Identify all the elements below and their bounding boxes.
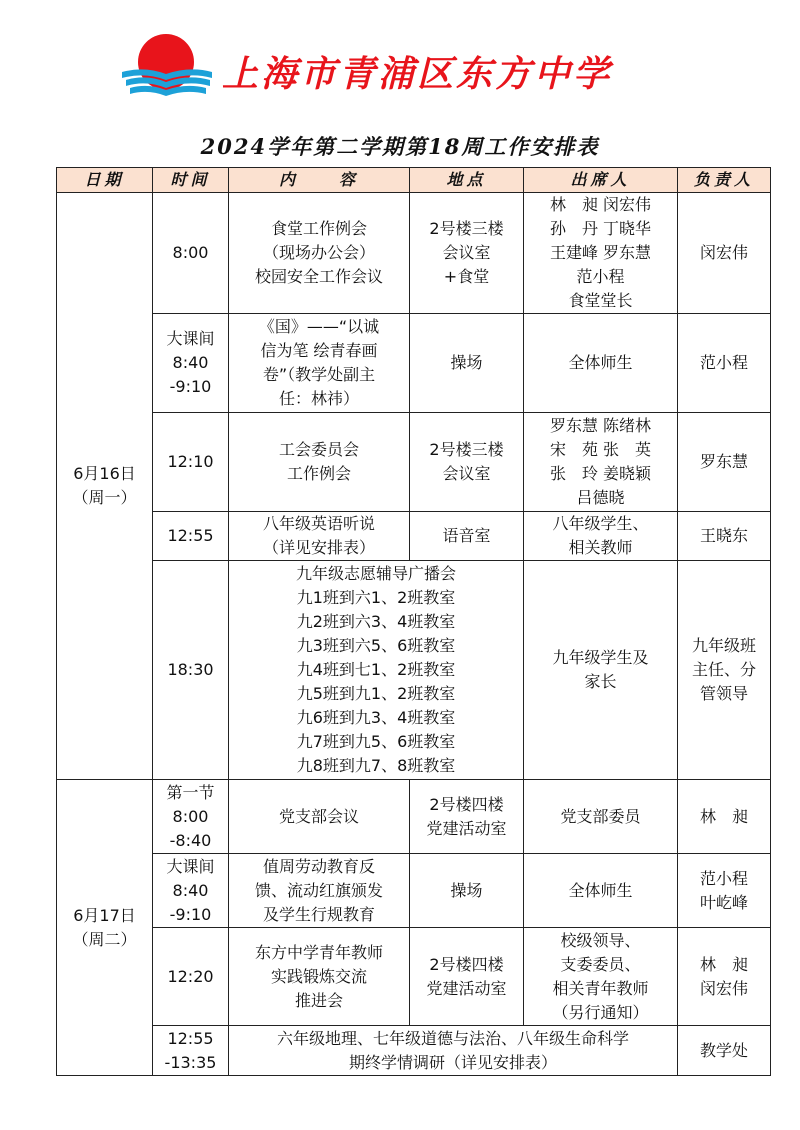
attendees-cell xyxy=(524,780,678,854)
time-cell xyxy=(153,854,229,928)
lead-cell-line: 闵宏伟 xyxy=(699,243,748,262)
content-cell xyxy=(229,413,410,512)
place-cell xyxy=(410,193,524,314)
column-header-attendees: 出席人 xyxy=(524,168,678,193)
content-cell-line: 期终学情调研（详见安排表） xyxy=(348,1052,557,1072)
place-cell-line: 2号楼三楼 xyxy=(429,219,504,238)
time-cell xyxy=(153,780,229,854)
lead-cell-line: 教学处 xyxy=(699,1040,748,1060)
content-cell-line: 值周劳动教育反 xyxy=(262,856,375,876)
lead-cell-line: 林 昶 xyxy=(699,806,748,826)
lead-cell-line: 王晓东 xyxy=(699,526,748,545)
time-cell-line: 8:00 xyxy=(172,806,209,826)
time-cell-line: 12:55 xyxy=(167,1028,214,1048)
place-cell xyxy=(410,314,524,413)
time-cell xyxy=(153,193,229,314)
place-cell xyxy=(410,780,524,854)
content-cell-line: 九2班到六3、4班教室 xyxy=(296,612,456,631)
time-cell-line: 12:55 xyxy=(167,526,214,545)
column-header-content: 内 容 xyxy=(229,168,410,193)
attendees-cell-line: （另行通知） xyxy=(552,1002,649,1022)
place-cell xyxy=(410,928,524,1026)
attendees-cell-line: 相关青年教师 xyxy=(552,978,649,998)
content-cell xyxy=(229,193,410,314)
lead-cell xyxy=(678,512,771,561)
table-row xyxy=(57,780,771,854)
content-cell-line: 实践锻炼交流 xyxy=(270,966,367,986)
content-cell xyxy=(229,512,410,561)
date-cell xyxy=(57,193,153,780)
place-cell xyxy=(410,854,524,928)
time-cell-line: 8:40 xyxy=(172,353,209,372)
content-cell-line: 食堂工作例会 xyxy=(270,219,367,238)
content-cell-line: 九7班到九5、6班教室 xyxy=(296,732,456,751)
time-cell-line: -9:10 xyxy=(169,904,212,924)
time-cell-line: 18:30 xyxy=(167,660,214,679)
lead-cell-line: 叶屹峰 xyxy=(699,892,748,912)
column-header-place: 地点 xyxy=(410,168,524,193)
time-cell-line: 8:00 xyxy=(172,243,209,262)
column-header-lead: 负责人 xyxy=(678,168,771,193)
place-cell-line: 党建活动室 xyxy=(426,978,507,998)
place-cell-line: 党建活动室 xyxy=(426,818,507,838)
place-cell-line: +食堂 xyxy=(443,267,490,286)
attendees-cell-line: 孙 丹 丁晓华 xyxy=(549,219,652,238)
attendees-cell xyxy=(524,314,678,413)
content-cell-line: 九年级志愿辅导广播会 xyxy=(295,564,456,583)
table-row xyxy=(57,413,771,512)
time-cell-line: 12:20 xyxy=(167,966,214,986)
lead-cell-line: 罗东慧 xyxy=(699,452,748,471)
attendees-cell-line: 校级领导、 xyxy=(560,930,641,950)
content-cell xyxy=(229,928,410,1026)
attendees-cell-line: 家长 xyxy=(584,672,617,691)
content-cell-line: 九5班到九1、2班教室 xyxy=(296,684,456,703)
content-cell xyxy=(229,561,524,780)
attendees-cell-line: 罗东慧 陈绪林 xyxy=(549,416,652,435)
table-row xyxy=(57,193,771,314)
attendees-cell-line: 范小程 xyxy=(576,267,625,286)
lead-cell-line: 范小程 xyxy=(699,868,748,888)
attendees-cell-line: 党支部委员 xyxy=(560,806,641,826)
content-cell xyxy=(229,314,410,413)
column-header-time: 时间 xyxy=(153,168,229,193)
table-row xyxy=(57,928,771,1026)
time-cell-line: -13:35 xyxy=(164,1052,217,1072)
attendees-cell-line: 八年级学生、 xyxy=(552,514,649,533)
time-cell xyxy=(153,928,229,1026)
place-cell-line: 语音室 xyxy=(442,526,491,545)
lead-cell xyxy=(678,780,771,854)
schedule-table xyxy=(56,167,771,1076)
attendees-cell xyxy=(524,413,678,512)
header-row xyxy=(57,168,771,193)
lead-cell-line: 九年级班 xyxy=(691,636,756,655)
schedule-body xyxy=(57,193,771,1076)
lead-cell-line: 闵宏伟 xyxy=(699,978,748,998)
content-cell-line: 《国》——“以诚 xyxy=(258,317,380,336)
lead-cell xyxy=(678,193,771,314)
place-cell-line: 2号楼四楼 xyxy=(429,954,504,974)
attendees-cell xyxy=(524,561,678,780)
attendees-cell-line: 全体师生 xyxy=(568,353,633,372)
lead-cell xyxy=(678,413,771,512)
content-cell-line: 九8班到九7、8班教室 xyxy=(296,756,456,775)
lead-cell xyxy=(678,561,771,780)
attendees-cell xyxy=(524,928,678,1026)
content-cell xyxy=(229,1026,678,1076)
lead-cell xyxy=(678,314,771,413)
content-cell-line: 推进会 xyxy=(294,990,343,1010)
attendees-cell-line: 支委委员、 xyxy=(560,954,641,974)
attendees-cell-line: 食堂堂长 xyxy=(568,291,633,310)
place-cell xyxy=(410,413,524,512)
attendees-cell xyxy=(524,512,678,561)
time-cell-line: -9:10 xyxy=(169,377,212,396)
time-cell-line: 第一节 xyxy=(166,782,215,802)
attendees-cell xyxy=(524,193,678,314)
content-cell-line: 东方中学青年教师 xyxy=(254,942,383,962)
lead-cell xyxy=(678,928,771,1026)
content-cell-line: （现场办公会） xyxy=(262,243,375,262)
attendees-cell-line: 林 昶 闵宏伟 xyxy=(549,195,652,214)
content-cell-line: 九1班到六1、2班教室 xyxy=(296,588,456,607)
content-cell-line: 馈、流动红旗颁发 xyxy=(254,880,383,900)
lead-cell-line: 林 昶 xyxy=(699,954,748,974)
date-label: 6月16日 xyxy=(73,464,136,483)
attendees-cell-line: 相关教师 xyxy=(568,538,633,557)
table-row xyxy=(57,561,771,780)
table-row xyxy=(57,512,771,561)
place-cell-line: 会议室 xyxy=(442,464,491,483)
schedule-title: 2024学年第二学期第18周工作安排表 xyxy=(200,134,600,159)
content-cell-line: 任：林祎） xyxy=(278,389,359,408)
content-cell-line: 党支部会议 xyxy=(278,806,359,826)
lead-cell-line: 管领导 xyxy=(699,684,748,703)
content-cell-line: 卷”（教学处副主 xyxy=(262,365,376,384)
school-name: 上海市青浦区东方中学 xyxy=(222,53,613,95)
place-cell-line: 操场 xyxy=(450,353,483,372)
content-cell xyxy=(229,780,410,854)
table-row xyxy=(57,854,771,928)
content-cell-line: 九4班到七1、2班教室 xyxy=(296,660,456,679)
time-cell xyxy=(153,314,229,413)
content-cell-line: 六年级地理、七年级道德与法治、八年级生命科学 xyxy=(276,1028,629,1048)
time-cell xyxy=(153,1026,229,1076)
weekday-label: （周二） xyxy=(72,929,137,949)
place-cell-line: 2号楼三楼 xyxy=(429,440,504,459)
attendees-cell xyxy=(524,854,678,928)
content-cell-line: 九3班到六5、6班教室 xyxy=(296,636,456,655)
time-cell-line: 8:40 xyxy=(172,880,209,900)
time-cell-line: 大课间 xyxy=(166,856,215,876)
content-cell xyxy=(229,854,410,928)
attendees-cell-line: 九年级学生及 xyxy=(552,648,649,667)
content-cell-line: 九6班到九3、4班教室 xyxy=(296,708,456,727)
attendees-cell-line: 张 玲 姜晓颖 xyxy=(549,464,652,483)
lead-cell xyxy=(678,1026,771,1076)
time-cell-line: 大课间 xyxy=(166,329,215,348)
place-cell-line: 2号楼四楼 xyxy=(429,794,504,814)
lead-cell xyxy=(678,854,771,928)
column-header-date: 日期 xyxy=(57,168,153,193)
attendees-cell-line: 吕德晓 xyxy=(576,488,625,507)
attendees-cell-line: 王建峰 罗东慧 xyxy=(549,243,652,262)
attendees-cell-line: 全体师生 xyxy=(568,880,633,900)
weekday-label: （周一） xyxy=(72,488,137,507)
table-row xyxy=(57,1026,771,1076)
content-cell-line: 工会委员会 xyxy=(278,440,359,459)
table-row xyxy=(57,314,771,413)
content-cell-line: 及学生行规教育 xyxy=(262,904,375,924)
place-cell-line: 会议室 xyxy=(442,243,491,262)
date-cell xyxy=(57,780,153,1076)
lead-cell-line: 范小程 xyxy=(699,353,748,372)
place-cell-line: 操场 xyxy=(450,880,483,900)
attendees-cell-line: 宋 苑 张 英 xyxy=(549,440,652,459)
content-cell-line: （详见安排表） xyxy=(262,538,375,557)
time-cell xyxy=(153,561,229,780)
content-cell-line: 八年级英语听说 xyxy=(262,514,375,533)
content-cell-line: 校园安全工作会议 xyxy=(254,267,383,286)
content-cell-line: 工作例会 xyxy=(286,464,351,483)
content-cell-line: 信为笔 绘青春画 xyxy=(260,341,378,360)
place-cell xyxy=(410,512,524,561)
time-cell xyxy=(153,413,229,512)
date-label: 6月17日 xyxy=(73,905,136,925)
school-logo xyxy=(120,26,216,100)
time-cell-line: 12:10 xyxy=(167,452,214,471)
time-cell-line: -8:40 xyxy=(169,830,212,850)
lead-cell-line: 主任、分 xyxy=(691,660,756,679)
time-cell xyxy=(153,512,229,561)
